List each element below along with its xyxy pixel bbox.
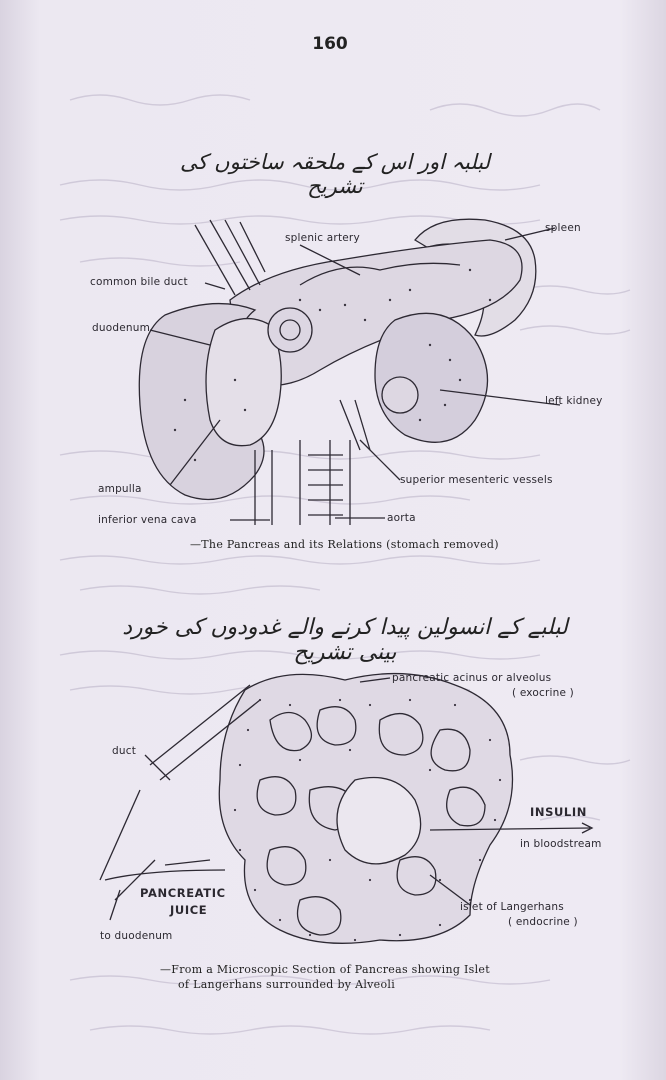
label-exocrine: ( exocrine )	[512, 687, 574, 699]
label-inferior-vena-cava: inferior vena cava	[98, 514, 197, 526]
figure2-urdu-heading: لبلبے کے انسولین پیدا کرنے والے غدودوں کی خورد بینی تشریح	[122, 615, 568, 665]
label-spleen: spleen	[545, 222, 581, 234]
label-duct: duct	[112, 745, 137, 757]
figure1-caption: —The Pancreas and its Relations (stomach removed)	[190, 538, 499, 551]
label-to-duodenum: to duodenum	[100, 930, 173, 942]
label-duodenum: duodenum	[92, 322, 151, 334]
label-splenic-artery: splenic artery	[285, 232, 360, 244]
label-left-kidney: left kidney	[545, 395, 603, 407]
label-islet-of-langerhans: islet of Langerhans	[460, 901, 564, 913]
label-juice: JUICE	[170, 903, 208, 917]
figure2-caption-line2: of Langerhans surrounded by Alveoli	[178, 978, 396, 991]
label-ampulla: ampulla	[98, 483, 142, 495]
label-insulin: INSULIN	[530, 805, 587, 819]
page-number: 160	[312, 34, 348, 54]
figure1-urdu-heading: لبلبہ اور اس کے ملحقہ ساختوں کی تشریح	[179, 150, 491, 198]
label-bloodstream: in bloodstream	[520, 838, 602, 850]
label-superior-mesenteric-vessels: superior mesenteric vessels	[400, 474, 553, 486]
label-common-bile-duct: common bile duct	[90, 276, 188, 288]
label-pancreatic: PANCREATIC	[140, 886, 226, 900]
figure2-caption-line1: —From a Microscopic Section of Pancreas showing Islet	[160, 963, 490, 976]
label-endocrine: ( endocrine )	[508, 916, 578, 928]
label-pancreatic-acinus: pancreatic acinus or alveolus	[392, 672, 552, 684]
label-aorta: aorta	[387, 512, 416, 524]
